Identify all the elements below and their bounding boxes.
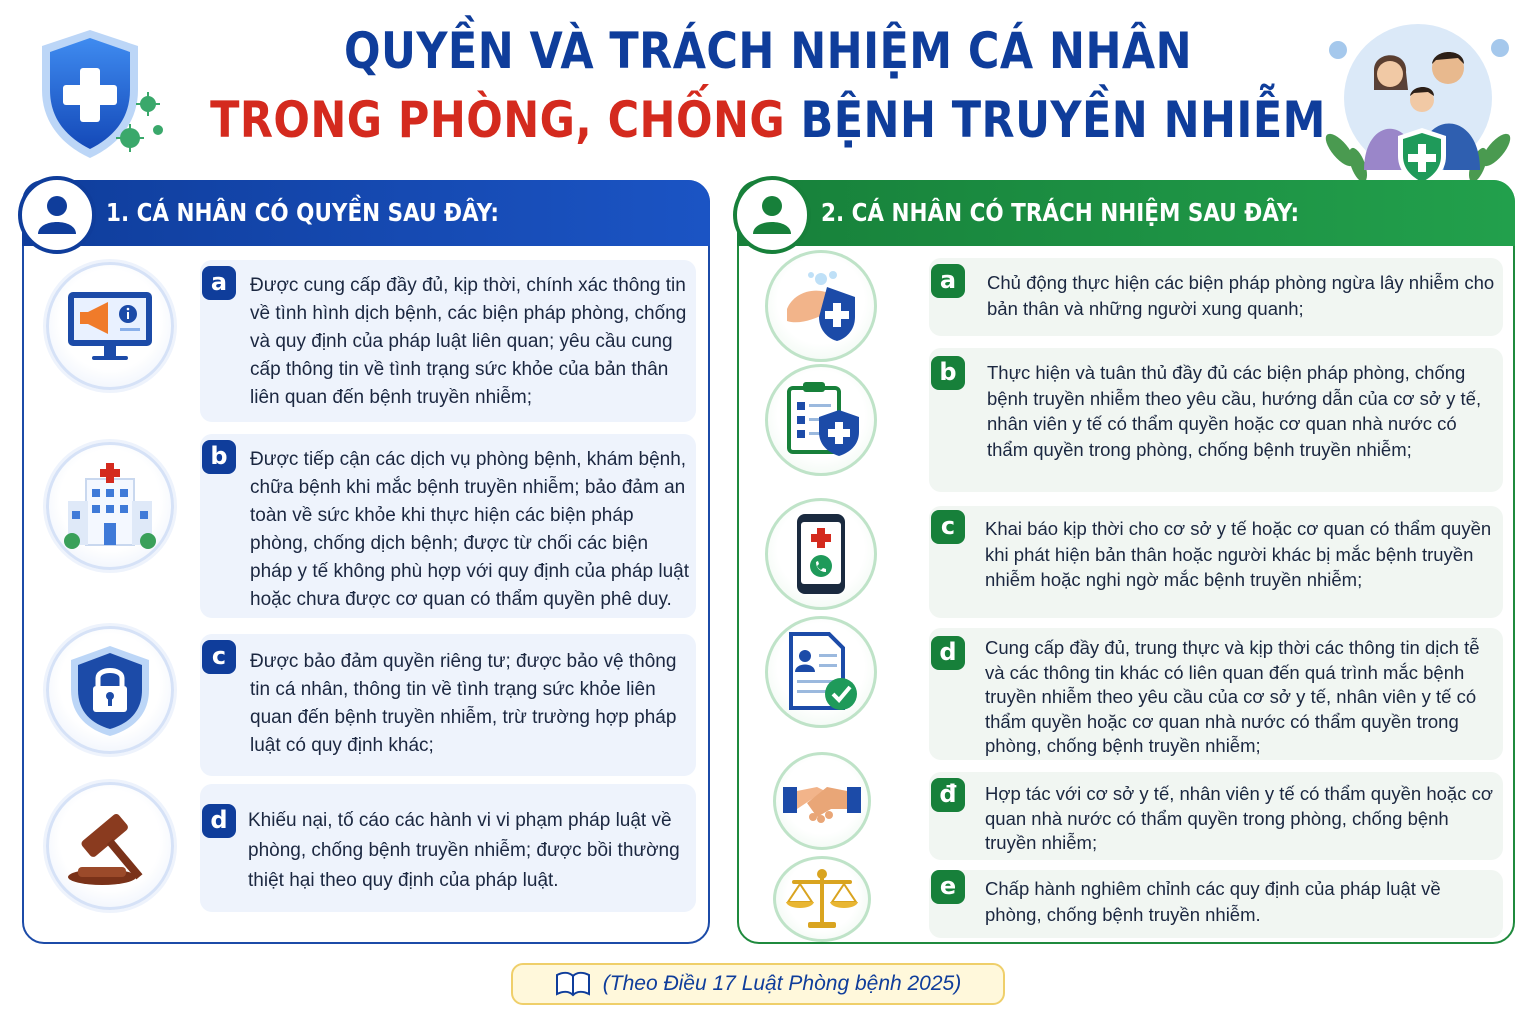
medical-shield-logo-icon bbox=[30, 24, 170, 164]
right-item-b-text: Được tiếp cận các dịch vụ phòng bệnh, khám bệnh, chữa bệnh khi mắc bệnh truyền nhiễm; bảo đảm an toàn về sức khỏe khi thực hiện các biện pháp phòng, chống dịch bệnh; được từ chối các biện pháp y tế không phù hợp với quy định của pháp luật hoặc chưa được cơ quan có thẩm quyền phê duy. bbox=[250, 449, 690, 610]
badge-a: a bbox=[931, 264, 965, 298]
right-item-c bbox=[200, 634, 696, 776]
responsibilities-heading: 2. CÁ NHÂN CÓ TRÁCH NHIỆM SAU ĐÂY: bbox=[821, 198, 1300, 227]
badge-c: c bbox=[202, 640, 236, 674]
resp-item-c bbox=[929, 506, 1503, 618]
document-check-icon bbox=[765, 616, 877, 728]
badge-b: b bbox=[202, 440, 236, 474]
badge-d: d bbox=[202, 804, 236, 838]
monitor-megaphone-icon bbox=[46, 262, 174, 390]
source-note bbox=[511, 963, 1005, 1005]
title-line-1: QUYỀN VÀ TRÁCH NHIỆM CÁ NHÂN bbox=[344, 22, 1192, 80]
resp-item-d-text: Cung cấp đầy đủ, trung thực và kịp thời các thông tin dịch tễ và các thông tin khác có liên quan đến quá trình mắc bệnh truyền nhiễm theo yêu cầu của cơ sở y tế, nhân viên y tế có thẩm quyền hoặc cơ quan nhà nước có thẩm quyền trong phòng, chống bệnh truyền nhiễm; bbox=[985, 637, 1480, 757]
right-item-a-text: Được cung cấp đầy đủ, kịp thời, chính xác thông tin về tình hình dịch bệnh, các biện pháp phòng, chống và quy định của pháp luật liên quan; yêu cầu cung cấp thông tin về tình trạng sức khỏe của bản thân liên quan đến bệnh truyền nhiễm; bbox=[250, 275, 687, 408]
hospital-icon bbox=[46, 442, 174, 570]
phone-medical-icon bbox=[765, 498, 877, 610]
source-text: (Theo Điều 17 Luật Phòng bệnh 2025) bbox=[602, 972, 962, 995]
title-line-2 bbox=[108, 84, 1429, 156]
resp-item-e bbox=[929, 870, 1503, 938]
page-title bbox=[0, 18, 1536, 156]
shield-lock-icon bbox=[46, 626, 174, 754]
rights-panel bbox=[22, 180, 710, 944]
resp-item-c-text: Khai báo kịp thời cho cơ sở y tế hoặc cơ quan có thẩm quyền khi phát hiện bản thân hoặc người khác bị mắc bệnh truyền nhiễm hoặc nghi ngờ mắc bệnh truyền nhiễm; bbox=[985, 518, 1492, 590]
scales-icon bbox=[773, 856, 871, 942]
resp-item-dd bbox=[929, 772, 1503, 860]
badge-dd: đ bbox=[931, 778, 965, 812]
responsibilities-panel bbox=[737, 180, 1515, 944]
person-icon bbox=[18, 176, 96, 254]
badge-d: d bbox=[931, 636, 965, 670]
right-item-b bbox=[200, 434, 696, 618]
badge-c: c bbox=[931, 510, 965, 544]
resp-item-a-text: Chủ động thực hiện các biện pháp phòng ngừa lây nhiễm cho bản thân và những người xung quanh; bbox=[987, 272, 1495, 319]
rights-panel-header bbox=[22, 180, 710, 246]
right-item-d-text: Khiếu nại, tố cáo các hành vi vi phạm pháp luật về phòng, chống bệnh truyền nhiễm; được bồi thường thiệt hại theo quy định của pháp luật. bbox=[248, 810, 680, 891]
title-line-2-red: TRONG PHÒNG, CHỐNG bbox=[210, 91, 786, 149]
resp-item-a bbox=[929, 258, 1503, 336]
right-item-d bbox=[200, 784, 696, 912]
right-item-c-text: Được bảo đảm quyền riêng tư; được bảo vệ thông tin cá nhân, thông tin về tình trạng sức khỏe liên quan đến bệnh truyền nhiễm, trừ trường hợp pháp luật có quy định khác; bbox=[250, 651, 677, 756]
family-shield-icon bbox=[1318, 20, 1518, 195]
resp-item-e-text: Chấp hành nghiêm chỉnh các quy định của pháp luật về phòng, chống bệnh truyền nhiễm. bbox=[985, 878, 1441, 925]
handshake-icon bbox=[773, 752, 871, 850]
responsibilities-panel-header bbox=[737, 180, 1515, 246]
resp-item-dd-text: Hợp tác với cơ sở y tế, nhân viên y tế có thẩm quyền hoặc cơ quan nhà nước có thẩm quyền trong phòng, chống bệnh truyền nhiễm; bbox=[985, 783, 1493, 853]
resp-item-b-text: Thực hiện và tuân thủ đầy đủ các biện pháp phòng, chống bệnh truyền nhiễm theo yêu cầu, hướng dẫn của cơ sở y tế, nhân viên y tế có thẩm quyền hoặc cơ quan nhà nước có thẩm quyền trong phòng, chống bệnh truyền nhiễm; bbox=[987, 362, 1482, 460]
resp-item-b bbox=[929, 348, 1503, 492]
clipboard-shield-icon bbox=[765, 364, 877, 476]
gavel-icon bbox=[46, 782, 174, 910]
badge-b: b bbox=[931, 356, 965, 390]
title-line-2-blue: BỆNH TRUYỀN NHIỄM bbox=[800, 91, 1326, 149]
badge-a: a bbox=[202, 266, 236, 300]
book-icon bbox=[555, 971, 591, 997]
badge-e: e bbox=[931, 870, 965, 904]
resp-item-d bbox=[929, 628, 1503, 760]
handwash-shield-icon bbox=[765, 250, 877, 362]
rights-heading: 1. CÁ NHÂN CÓ QUYỀN SAU ĐÂY: bbox=[106, 198, 499, 227]
person-icon bbox=[733, 176, 811, 254]
right-item-a bbox=[200, 260, 696, 422]
